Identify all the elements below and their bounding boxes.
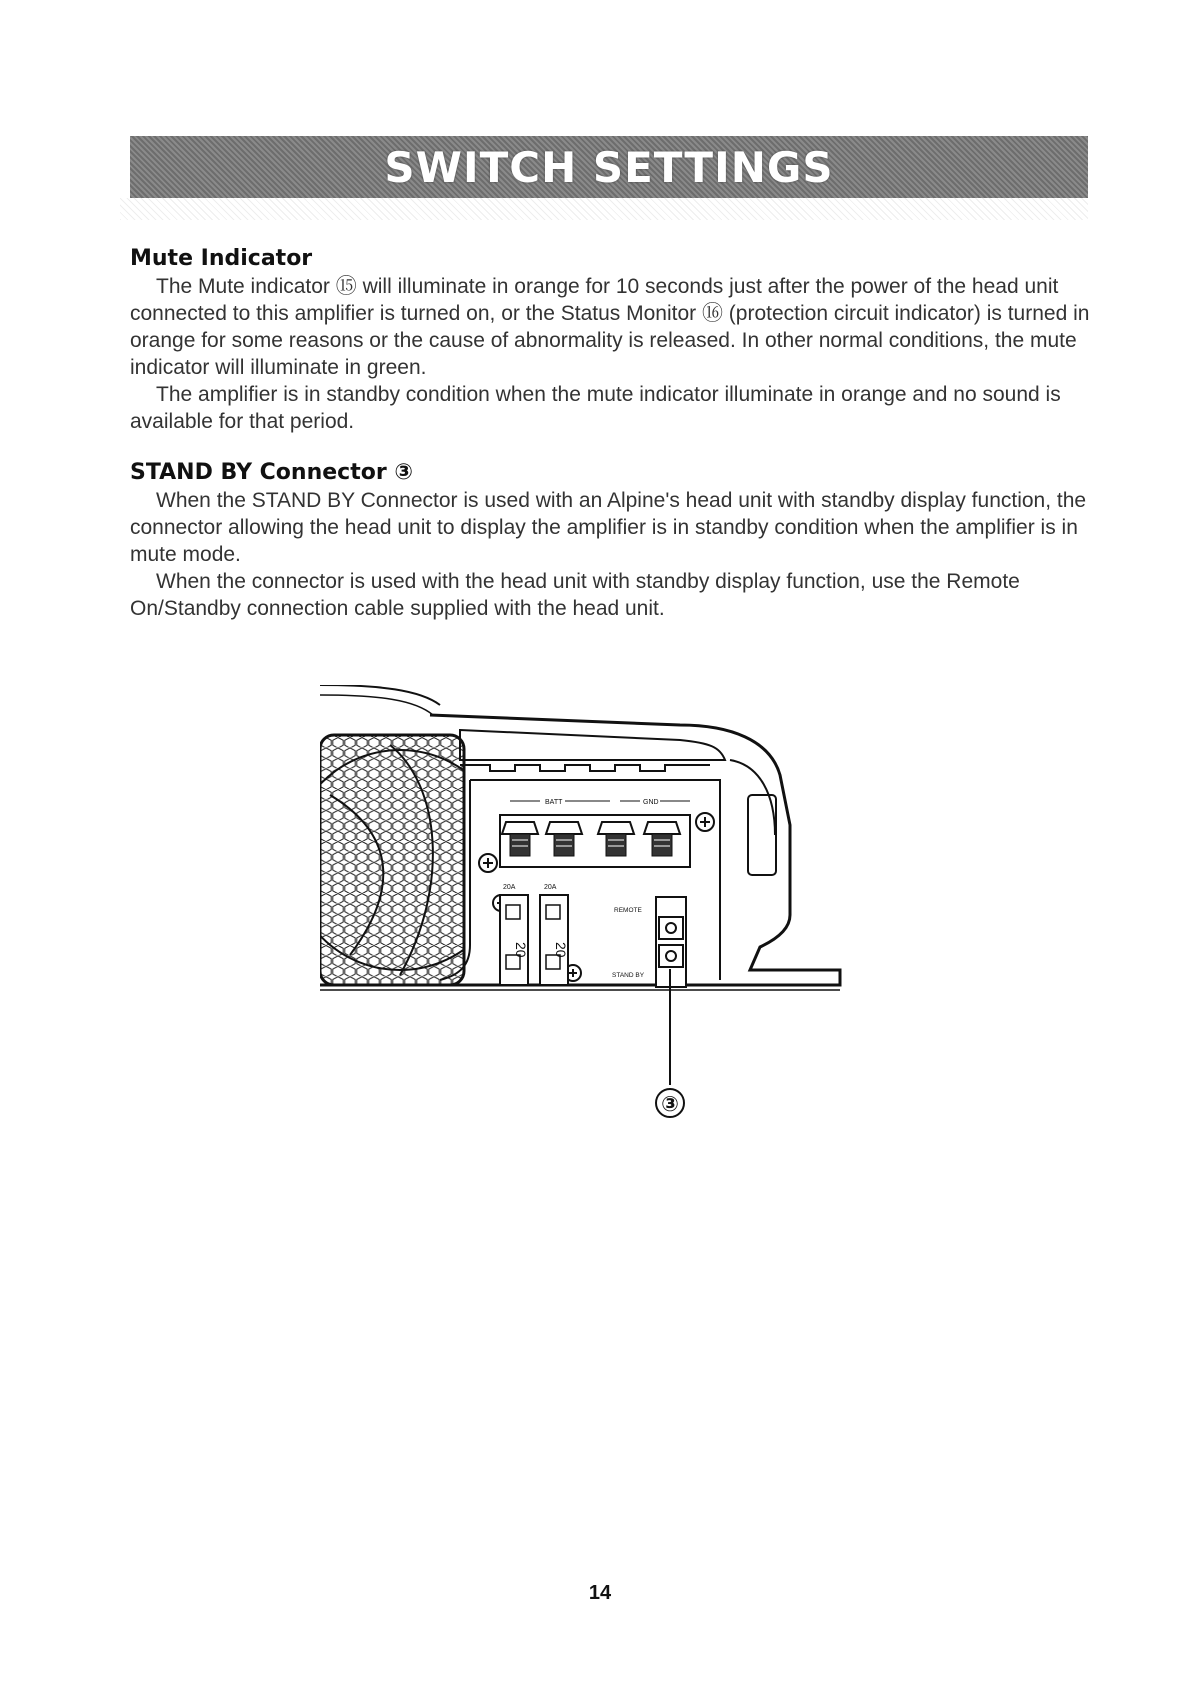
standby-label: STAND BY bbox=[612, 972, 645, 979]
batt-label: BATT bbox=[545, 799, 563, 806]
fuse-left-rating: 20A bbox=[503, 884, 516, 891]
terminal-screw bbox=[598, 822, 634, 856]
mute-indicator-section bbox=[130, 246, 1090, 435]
fuse-right-value: 20 bbox=[553, 942, 569, 958]
standby-paragraph-2: When the connector is used with the head unit with standby display function, use the Remote On/Standby connection cable supplied with the head unit. bbox=[130, 570, 1020, 620]
callout-number: ③ bbox=[661, 1092, 679, 1116]
screw-icon bbox=[696, 813, 714, 831]
terminal-screw bbox=[546, 822, 582, 856]
remote-label: REMOTE bbox=[614, 907, 642, 914]
terminal-screw bbox=[644, 822, 680, 856]
standby-connector-section bbox=[130, 460, 1090, 622]
amplifier-diagram bbox=[320, 685, 920, 1155]
gnd-label: GND bbox=[643, 799, 659, 806]
banner-shadow bbox=[120, 198, 1088, 220]
fuse-right bbox=[540, 895, 569, 985]
power-terminal-block bbox=[500, 815, 690, 867]
standby-connector-heading: STAND BY Connector ③ bbox=[130, 460, 413, 485]
standby-paragraph-1: When the STAND BY Connector is used with an Alpine's head unit with standby display function, the connector allowing the head unit to display the amplifier is in standby condition when the amplifier is in mute mode. bbox=[130, 489, 1087, 566]
page-number: 14 bbox=[588, 1582, 612, 1604]
section-banner bbox=[130, 136, 1088, 198]
fuse-left bbox=[500, 895, 529, 985]
mute-indicator-heading: Mute Indicator bbox=[130, 246, 313, 271]
screw-icon bbox=[479, 854, 497, 872]
mute-paragraph-2: The amplifier is in standby condition when the mute indicator illuminate in orange and no sound is available for that period. bbox=[130, 383, 1061, 433]
mute-paragraph-1: The Mute indicator ⑮ will illuminate in orange for 10 seconds just after the power of the head unit connected to this amplifier is turned on, or the Status Monitor ⑯ (protection circuit indicator) is turned in orange for some reasons or the cause of abnormality is released. In other normal conditions, the mute indicator will illuminate in green. bbox=[130, 275, 1090, 379]
fuse-right-rating: 20A bbox=[544, 884, 557, 891]
page-title: SWITCH SETTINGS bbox=[384, 142, 834, 192]
fuse-left-value: 20 bbox=[513, 942, 529, 958]
terminal-screw bbox=[502, 822, 538, 856]
